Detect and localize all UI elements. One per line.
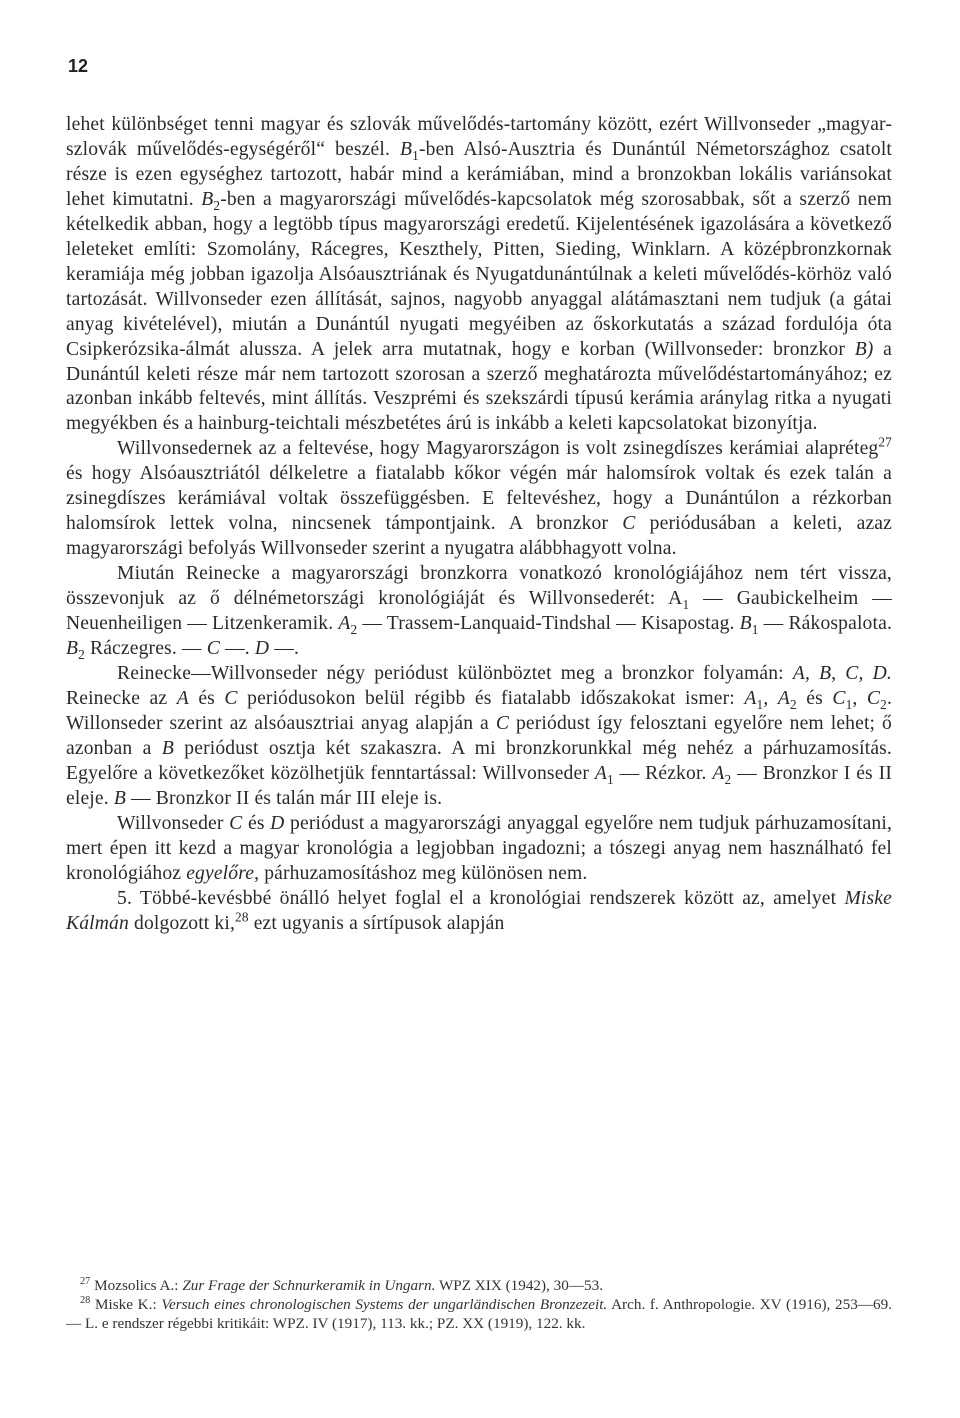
text-run: —. [219, 638, 255, 660]
text-run: periódusában a keleti, azaz magyarországi befolyás Willvonseder szerint a nyugatra alábbhagyott volna. [66, 513, 892, 560]
text-run: Reinecke—Willvonseder négy periódust különböztet meg a bronzkor folyamán: [117, 662, 793, 684]
paragraph [66, 562, 892, 662]
italic-text: B [66, 638, 79, 660]
italic-text: C [866, 687, 881, 709]
text-run: és [188, 687, 225, 709]
text-run: — Trassem-Lanquaid-Tindshal — Kisapostag. [357, 613, 740, 635]
italic-text: C [206, 638, 220, 660]
paragraph [66, 434, 892, 562]
subscript: 2 [350, 621, 358, 637]
subscript: 1 [682, 597, 690, 613]
paragraph [66, 662, 892, 812]
italic-text: D [270, 812, 285, 834]
text-run: Mozsolics A.: [90, 1277, 183, 1294]
subscript: 2 [880, 696, 887, 712]
text-run: dolgozott ki, [128, 912, 236, 934]
text-run: — Rézkor. [613, 762, 713, 784]
italic-text: A [176, 687, 189, 709]
text-run: . Willonseder szerint az alsóausztriai anyag alapján a [66, 687, 892, 734]
subscript: 1 [412, 147, 419, 163]
superscript-note-ref: 27 [878, 434, 892, 450]
italic-text: B [739, 613, 752, 635]
text-run: -ben a magyarországi művelődés-kapcsolatok még szorosabbak, sőt a szerző nem kételkedik abban, hogy a legtöbb típus magyarországi eredetű. Kijelentésének igazolására a következő leleteket említi: Szomolány, Rácegres, Keszthely, Pitten, Sieding, Winklarn. A középbronzkornak keramiája még jobban igazolja Alsóausztriának és Nyugatdunántúlnak a keleti művelődés-körhöz való tartozását. Willvonseder ezen állítását, sajnos, nagyobb anyaggal alátámasztani nem tudjuk (a gátai anyag kivételével), miután a Dunántúl nyugati megyéiben az őskorkutatás a század fordulója óta Csipkerózsika-álmát alussza. A jelek arra mutatnak, hogy e korban (Willvonseder: bronzkor [66, 188, 892, 360]
italic-text: A [777, 687, 790, 709]
italic-text: Versuch eines chronologischen Systems der ungarländischen Bronzezeit. [161, 1296, 608, 1313]
body-text [66, 113, 892, 936]
text-run: — Gaubickelheim — Neuenheiligen — Litzenkeramik. [66, 588, 893, 635]
footnotes [66, 1276, 892, 1333]
italic-text: B [161, 737, 174, 759]
italic-text: A [744, 687, 757, 709]
paragraph [66, 812, 892, 887]
text-run: periódust így felosztani egyelőre nem lehet; ő azonban a [66, 712, 892, 759]
text-run: periódusokon belül régibb és fiatalabb időszakokat ismer: [237, 687, 745, 709]
italic-text: Miske Kálmán [66, 887, 892, 934]
text-run: , párhuzamosításhoz meg különösen nem. [254, 862, 588, 884]
text-run: ezt ugyanis a sírtípusok alapján [248, 912, 505, 934]
page-number: 12 [68, 56, 89, 76]
text-run: és [242, 812, 271, 834]
text-run: a Dunántúl keleti része már nem tartozott szorosan a szerző meghatározta művelődéstartományához; ez azonban inkább feltevés, mint állítás. Veszprémi és szekszárdi típusú kerámia aránylag ritka a nyugati megyékben és a hainburg-teichtali mészbetétes árú is inkább a keleti kapcsolatokat bizonyítja. [66, 338, 892, 435]
text-run: és [796, 687, 833, 709]
italic-text: B [113, 787, 126, 809]
italic-text: C [495, 712, 510, 734]
subscript: 1 [845, 696, 853, 712]
subscript: 1 [756, 696, 764, 712]
superscript-note-ref: 27 [80, 1275, 91, 1287]
text-run: 5. Többé-kevésbbé önálló helyet foglal el a kronológiai rendszerek között az, amelyet [117, 887, 845, 909]
italic-text: A [594, 762, 607, 784]
italic-text: B [400, 138, 413, 160]
text-run: Reinecke az [66, 687, 177, 709]
subscript: 2 [789, 696, 797, 712]
text-run: Willvonseder [117, 812, 230, 834]
text-run: Miske K.: [90, 1296, 162, 1313]
italic-text: C [832, 687, 846, 709]
superscript-note-ref: 28 [235, 908, 249, 924]
text-run: —. [269, 638, 300, 660]
text-run: , [852, 687, 867, 709]
italic-text: C [229, 812, 243, 834]
text-run: — Bronzkor II és talán már III eleje is. [125, 787, 443, 809]
text-run: Willvonsedernek az a feltevése, hogy Magyarországon is volt zsinegdíszes kerámiai alapréteg [117, 438, 879, 460]
text-run: Miután Reinecke a magyarországi bronzkorra vonatkozó kronológiájához nem tért vissza, összevonjuk az ő délnémetországi kronológiáját és Willvonsederét: A [66, 563, 892, 610]
italic-text: Zur Frage der Schnurkeramik in Ungarn. [182, 1277, 436, 1294]
text-run: Arch. f. Anthropologie. XV (1916), 253—69. — L. e rendszer régebbi kritikáit: WPZ. IV (1917), 113. kk.; PZ. XX (1919), 122. kk. [66, 1296, 892, 1332]
italic-text: A, B, C, D. [792, 662, 892, 684]
superscript-note-ref: 28 [80, 1294, 91, 1306]
text-run: — Rákospalota. [758, 613, 892, 635]
italic-text: B [201, 188, 214, 210]
italic-text: egyelőre [186, 862, 255, 884]
paragraph [66, 113, 892, 437]
subscript: 1 [751, 621, 759, 637]
text-run: , [763, 687, 778, 709]
text-run: WPZ XIX (1942), 30—53. [435, 1277, 604, 1294]
text-run: periódust osztja két szakaszra. A mi bronzkorunkkal még nehéz a párhuzamosítás. Egyelőre a következőket közölhetjük fenntartással: Willvonseder [66, 737, 892, 784]
paragraph [66, 887, 892, 937]
text-run: lehet különbséget tenni magyar és szlovák művelődés-tartomány között, ezért Willvonseder „magyar-szlovák művelődés-egységéről“ beszél. [66, 114, 892, 160]
text-run: és hogy Alsóausztriától délkeletre a fiatalabb kőkor végén már halomsírok voltak és ezek talán a zsinegdíszes kerámiával voltak összefüggésben. E feltevéshez, hogy a Dunántúlon a rézkorban halomsírok lettek volna, nincsenek támpontjaink. A bronzkor [66, 463, 892, 535]
text-run: periódust a magyarországi anyaggal egyelőre nem tudjuk párhuzamosítani, mert épen itt kezd a magyar kronológia a legjobban ingadozni; a tószegi anyag nem használható fel kronológiához [66, 812, 893, 884]
text-run: Ráczegres. — [84, 638, 207, 660]
subscript: 2 [78, 646, 85, 662]
italic-text: C [224, 687, 238, 709]
italic-text: A [338, 613, 351, 635]
footnote [66, 1295, 892, 1333]
subscript: 2 [213, 197, 221, 213]
text-run: -ben Alsó-Ausztria és Dunántúl Németországhoz csatolt része is ezen egységhez tartozott, habár mind a kerámiában, mind a bronzokban lokális variánsokat lehet kimutatni. [66, 138, 893, 210]
italic-text: D [254, 638, 270, 660]
subscript: 2 [724, 771, 732, 787]
italic-text: A [712, 762, 725, 784]
italic-text: B) [854, 338, 874, 360]
footnote [66, 1276, 892, 1295]
subscript: 1 [606, 771, 614, 787]
text-run: — Bronzkor I és II eleje. [66, 762, 892, 809]
italic-text: C [622, 513, 636, 535]
